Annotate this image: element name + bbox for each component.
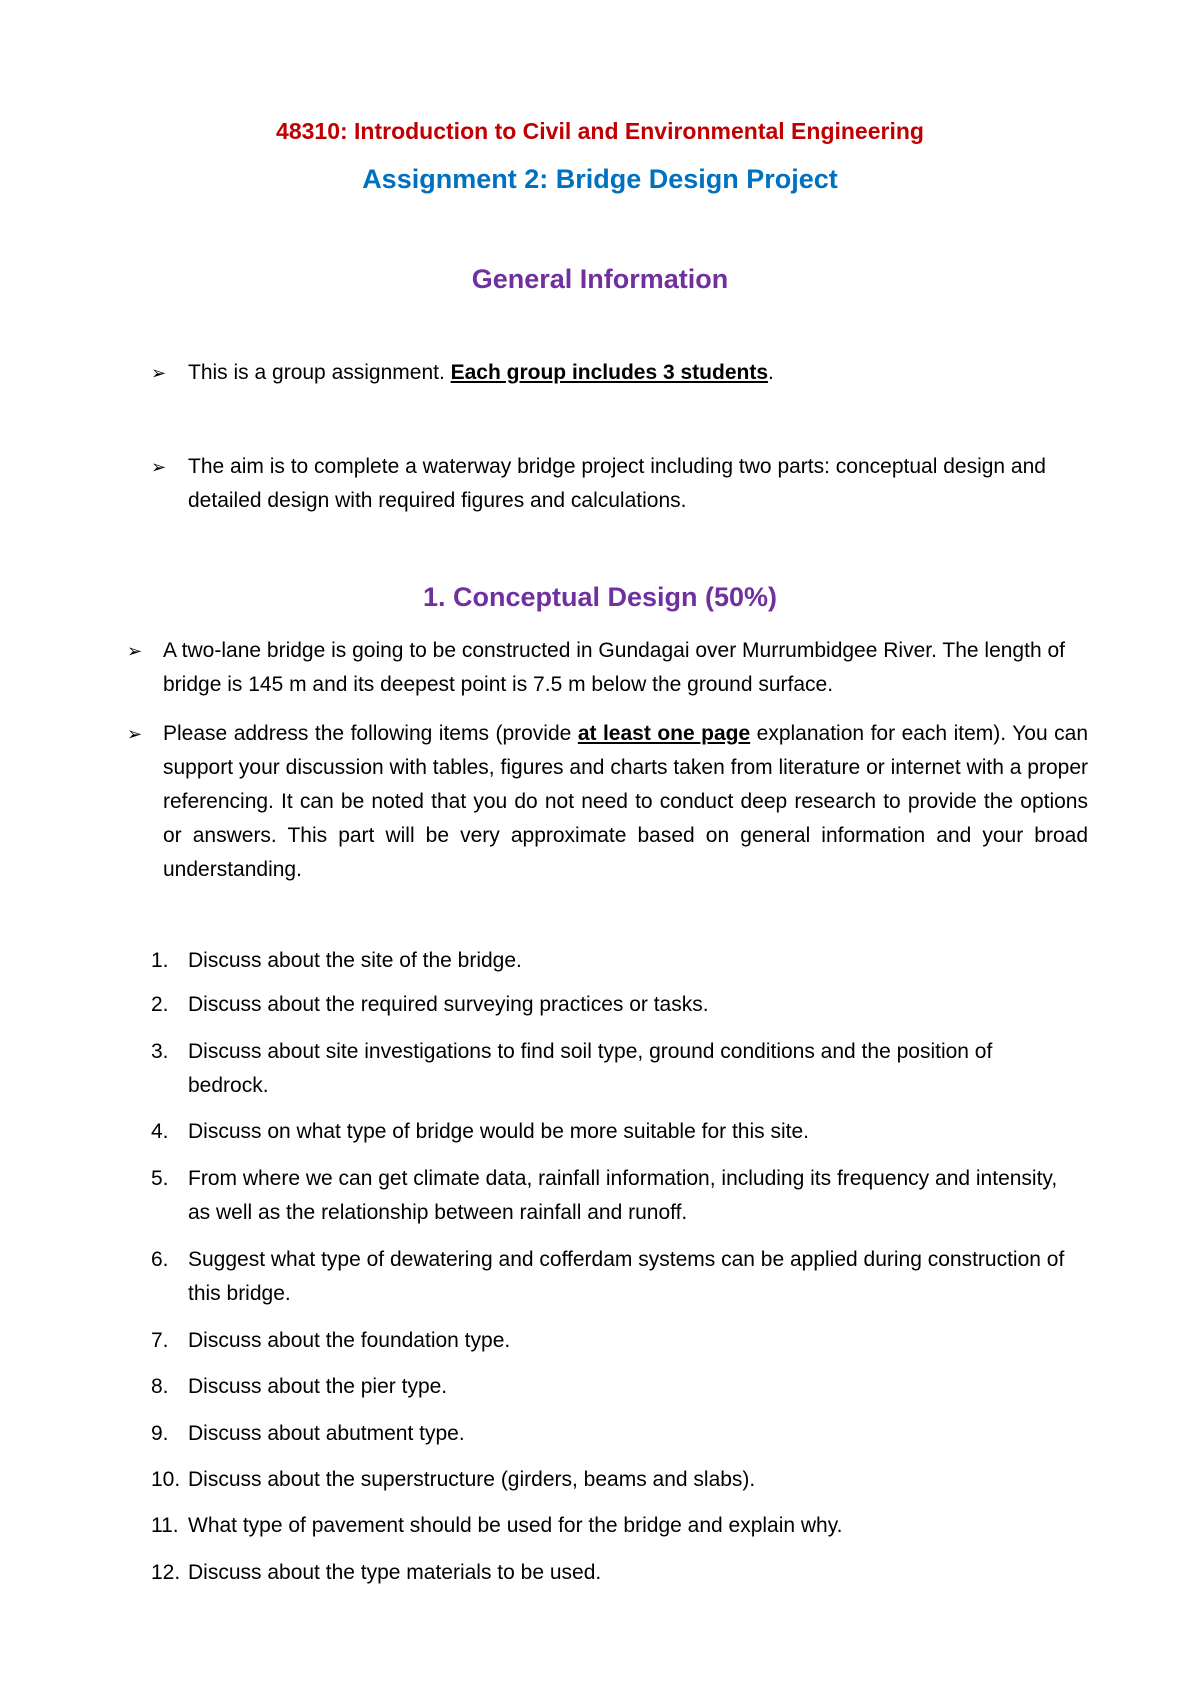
item-number: 2. (151, 993, 169, 1016)
bullet-end: . (768, 361, 774, 384)
arrowhead-bullet-icon: ➢ (151, 363, 167, 383)
group-size-emphasis: Each group includes 3 students (450, 361, 769, 384)
item-number: 5. (151, 1167, 169, 1190)
assignment-title: Assignment 2: Bridge Design Project (362, 164, 838, 194)
page-length-emphasis: at least one page (577, 722, 751, 745)
bullet-text: This is a group assignment. (188, 361, 451, 384)
item-number: 8. (151, 1375, 169, 1398)
project-aim-text: The aim is to complete a waterway bridge project including two parts: conceptual design and detailed design with required figures and calculations. (188, 455, 1046, 512)
item-text: Discuss about the required surveying practices or tasks. (188, 993, 709, 1016)
item-number: 12. (151, 1561, 181, 1584)
group-assignment-text (188, 356, 1088, 390)
item-text: Discuss on what type of bridge would be more suitable for this site. (188, 1120, 809, 1143)
item-text: Discuss about the superstructure (girders, beams and slabs). (188, 1468, 756, 1491)
item-text: Discuss about site investigations to find soil type, ground conditions and the position of bedrock. (188, 1040, 993, 1097)
item-text: Discuss about the type materials to be used. (188, 1561, 602, 1584)
arrowhead-bullet-icon: ➢ (127, 641, 143, 661)
item-text: Discuss about the foundation type. (188, 1329, 511, 1352)
arrowhead-bullet-icon: ➢ (151, 457, 167, 477)
item-text: Suggest what type of dewatering and cofferdam systems can be applied during construction of this bridge. (188, 1248, 1065, 1305)
course-title: 48310: Introduction to Civil and Environmental Engineering (276, 118, 924, 144)
item-text: Discuss about abutment type. (188, 1422, 465, 1445)
item-number: 9. (151, 1422, 169, 1445)
item-text: What type of pavement should be used for the bridge and explain why. (188, 1514, 843, 1537)
item-number: 3. (151, 1040, 169, 1063)
instructions-text (163, 717, 1088, 887)
arrowhead-bullet-icon: ➢ (127, 724, 143, 744)
general-information-heading: General Information (471, 264, 729, 294)
item-number: 1. (151, 949, 169, 972)
item-number: 6. (151, 1248, 169, 1271)
item-number: 10. (151, 1468, 181, 1491)
item-number: 11. (151, 1514, 179, 1537)
item-text: Discuss about the site of the bridge. (188, 949, 522, 972)
instructions-pre: Please address the following items (provide (163, 722, 578, 745)
conceptual-design-heading: 1. Conceptual Design (50%) (422, 582, 778, 612)
bridge-description-text: A two-lane bridge is going to be constructed in Gundagai over Murrumbidgee River. The length of bridge is 145 m and its deepest point is 7.5 m below the ground surface. (163, 639, 1065, 696)
instructions-post: explanation for each item). You can support your discussion with tables, figures and charts taken from literature or internet with a proper referencing. It can be noted that you do not need to conduct deep research to provide the options or answers. This part will be very approximate based on general information and your broad understanding. (163, 722, 1088, 881)
item-text: From where we can get climate data, rainfall information, including its frequency and intensity, as well as the relationship between rainfall and runoff. (188, 1167, 1058, 1224)
item-text: Discuss about the pier type. (188, 1375, 448, 1398)
item-number: 4. (151, 1120, 169, 1143)
item-number: 7. (151, 1329, 169, 1352)
